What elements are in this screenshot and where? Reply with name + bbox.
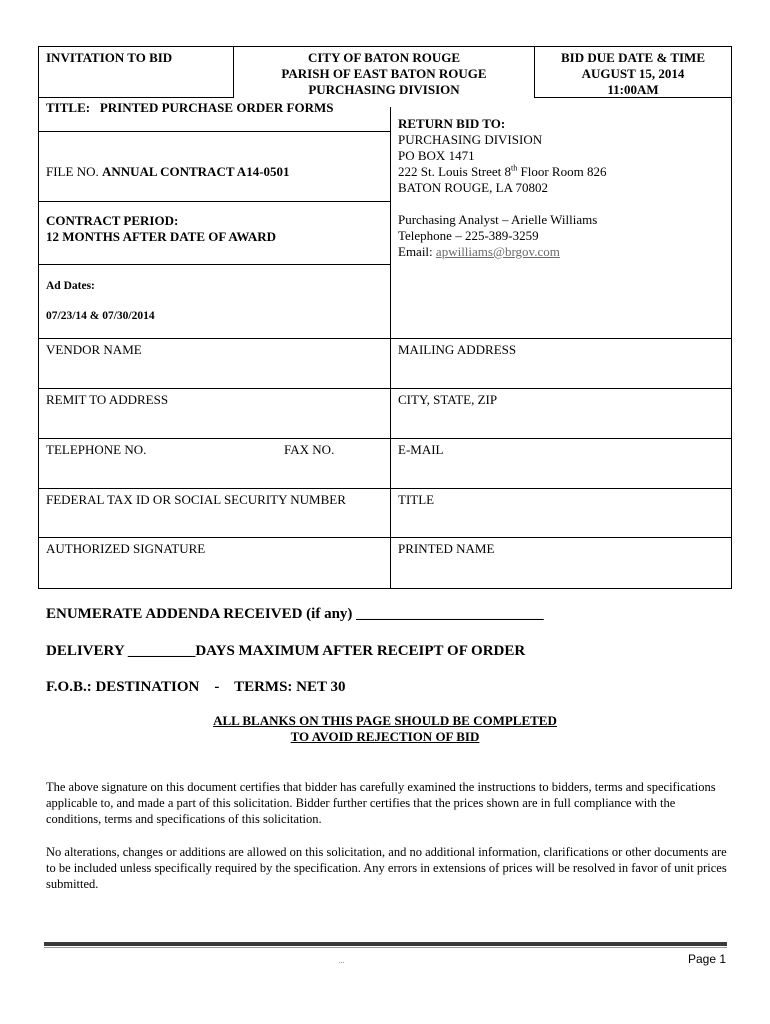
- return-bid-block: [398, 116, 606, 260]
- file-number: [46, 164, 290, 180]
- footer-rule: [44, 942, 727, 946]
- ad-dates-label: Ad Dates:: [46, 280, 95, 292]
- analyst-name: Purchasing Analyst – Arielle Williams: [398, 212, 598, 227]
- tax-id-field[interactable]: FEDERAL TAX ID OR SOCIAL SECURITY NUMBER: [46, 492, 346, 507]
- invitation-label: INVITATION TO BID: [46, 50, 173, 65]
- email-link[interactable]: apwilliams@brgov.com: [435, 244, 560, 259]
- telephone-field[interactable]: TELEPHONE NO.: [46, 442, 147, 457]
- delivery-line[interactable]: DELIVERY _________DAYS MAXIMUM AFTER RECEIPT OF ORDER: [46, 643, 526, 659]
- ad-dates-value: 07/23/14 & 07/30/2014: [46, 310, 155, 322]
- page-number: Page 1: [688, 952, 727, 966]
- title-field[interactable]: TITLE: [398, 492, 435, 507]
- fax-field[interactable]: FAX NO.: [284, 442, 335, 457]
- contract-period-label: CONTRACT PERIOD:: [46, 213, 179, 228]
- contract-period: [46, 213, 276, 245]
- email-field[interactable]: E-MAIL: [398, 442, 444, 457]
- return-bid-city: BATON ROUGE, LA 70802: [398, 180, 548, 195]
- printed-name-field[interactable]: PRINTED NAME: [398, 541, 495, 556]
- completion-notice: [38, 713, 732, 745]
- mailing-address-field[interactable]: MAILING ADDRESS: [398, 342, 517, 357]
- return-bid-division: PURCHASING DIVISION: [398, 132, 543, 147]
- footer-rule-thin: [44, 947, 727, 948]
- contract-period-value: 12 MONTHS AFTER DATE OF AWARD: [46, 229, 277, 244]
- analyst-phone: Telephone – 225-389-3259: [398, 228, 539, 243]
- file-number-label: FILE NO.: [46, 164, 99, 179]
- fob-terms-line: F.O.B.: DESTINATION - TERMS: NET 30: [46, 679, 346, 695]
- agency-block: [234, 50, 534, 98]
- bid-title: TITLE: PRINTED PURCHASE ORDER FORMS: [46, 100, 334, 115]
- alterations-paragraph: No alterations, changes or additions are allowed on this solicitation, and no additional information, clarifications or other documents are to be included unless specifically required by the specification. Any errors in extensions of prices will be resolved in favor of unit prices submitted.: [46, 845, 727, 891]
- completion-notice-line2: TO AVOID REJECTION OF BID: [290, 729, 480, 744]
- completion-notice-line1: ALL BLANKS ON THIS PAGE SHOULD BE COMPLETED: [213, 713, 557, 728]
- due-label: BID DUE DATE & TIME: [561, 50, 705, 65]
- signature-field[interactable]: AUTHORIZED SIGNATURE: [46, 541, 206, 556]
- due-date: AUGUST 15, 2014: [581, 66, 685, 81]
- vendor-name-field[interactable]: VENDOR NAME: [46, 342, 142, 357]
- addenda-line[interactable]: ENUMERATE ADDENDA RECEIVED (if any) _________________________: [46, 606, 544, 622]
- city-state-zip-field[interactable]: CITY, STATE, ZIP: [398, 392, 498, 407]
- agency-city: CITY OF BATON ROUGE: [307, 50, 461, 65]
- due-date-block: [535, 50, 731, 98]
- return-bid-street: 222 St. Louis Street 8th Floor Room 826: [398, 163, 607, 179]
- file-number-value: ANNUAL CONTRACT A14-0501: [101, 164, 290, 179]
- return-bid-po-box: PO BOX 1471: [398, 148, 475, 163]
- certification-paragraph: The above signature on this document certifies that bidder has carefully examined the instructions to bidders, terms and specifications applicable to, and made a part of this solicitation. Bidder further certifies that the prices shown are in full compliance with the conditions, terms and specifications of this solicitation.: [46, 780, 716, 826]
- analyst-email: Email: apwilliams@brgov.com: [398, 244, 560, 259]
- agency-parish: PARISH OF EAST BATON ROUGE: [281, 66, 487, 81]
- due-time: 11:00AM: [607, 82, 659, 97]
- remit-to-field[interactable]: REMIT TO ADDRESS: [46, 392, 169, 407]
- agency-division: PURCHASING DIVISION: [308, 82, 460, 97]
- return-bid-label: RETURN BID TO:: [398, 116, 506, 131]
- footer-mark: ...: [339, 957, 345, 965]
